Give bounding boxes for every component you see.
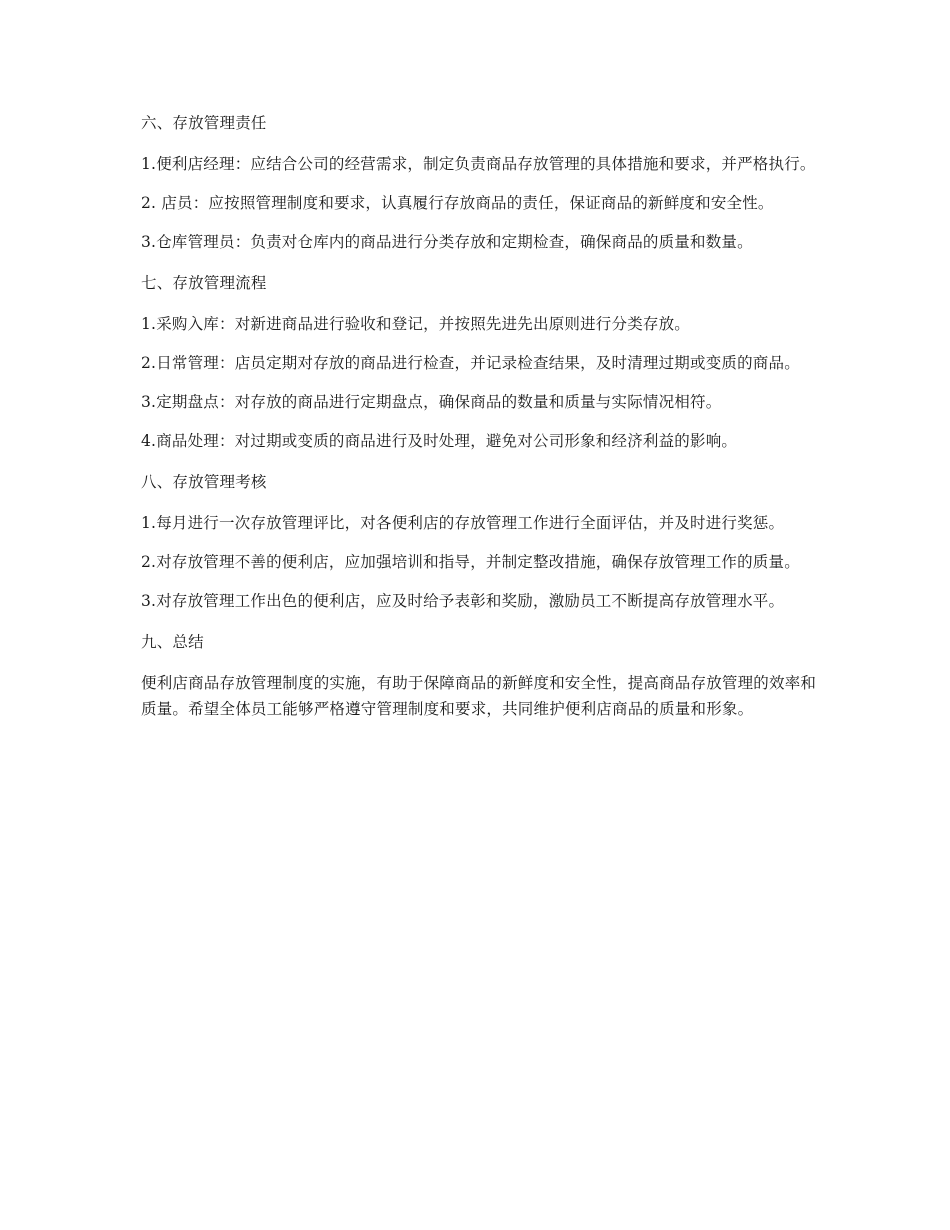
section-summary (141, 627, 821, 722)
paragraph: 3.定期盘点：对存放的商品进行定期盘点，确保商品的数量和质量与实际情况相符。 (141, 393, 722, 411)
section-heading: 八、存放管理考核 (141, 473, 267, 491)
section-heading: 七、存放管理流程 (141, 274, 267, 292)
paragraph: 2. 店员：应按照管理制度和要求，认真履行存放商品的责任，保证商品的新鲜度和安全性。 (141, 194, 774, 212)
paragraph: 1.便利店经理：应结合公司的经营需求，制定负责商品存放管理的具体措施和要求，并严格执行。 (141, 155, 816, 173)
paragraph: 1.每月进行一次存放管理评比，对各便利店的存放管理工作进行全面评估，并及时进行奖惩。 (141, 514, 785, 532)
section-assessment (141, 467, 821, 614)
section-heading: 九、总结 (141, 633, 204, 651)
paragraph: 便利店商品存放管理制度的实施，有助于保障商品的新鲜度和安全性，提高商品存放管理的效率和质量。希望全体员工能够严格遵守管理制度和要求，共同维护便利店商品的质量和形象。 (141, 674, 817, 718)
section-responsibility (141, 108, 821, 255)
paragraph: 2.对存放管理不善的便利店，应加强培训和指导，并制定整改措施，确保存放管理工作的质量。 (141, 553, 800, 571)
paragraph: 3.仓库管理员：负责对仓库内的商品进行分类存放和定期检查，确保商品的质量和数量。 (141, 233, 753, 251)
section-process (141, 268, 821, 454)
paragraph: 4.商品处理：对过期或变质的商品进行及时处理，避免对公司形象和经济利益的影响。 (141, 432, 738, 450)
paragraph: 2.日常管理：店员定期对存放的商品进行检查，并记录检查结果，及时清理过期或变质的商品。 (141, 354, 800, 372)
paragraph: 3.对存放管理工作出色的便利店，应及时给予表彰和奖励，激励员工不断提高存放管理水平。 (141, 592, 785, 610)
paragraph: 1.采购入库：对新进商品进行验收和登记，并按照先进先出原则进行分类存放。 (141, 315, 690, 333)
document-page (141, 108, 821, 735)
section-heading: 六、存放管理责任 (141, 114, 267, 132)
